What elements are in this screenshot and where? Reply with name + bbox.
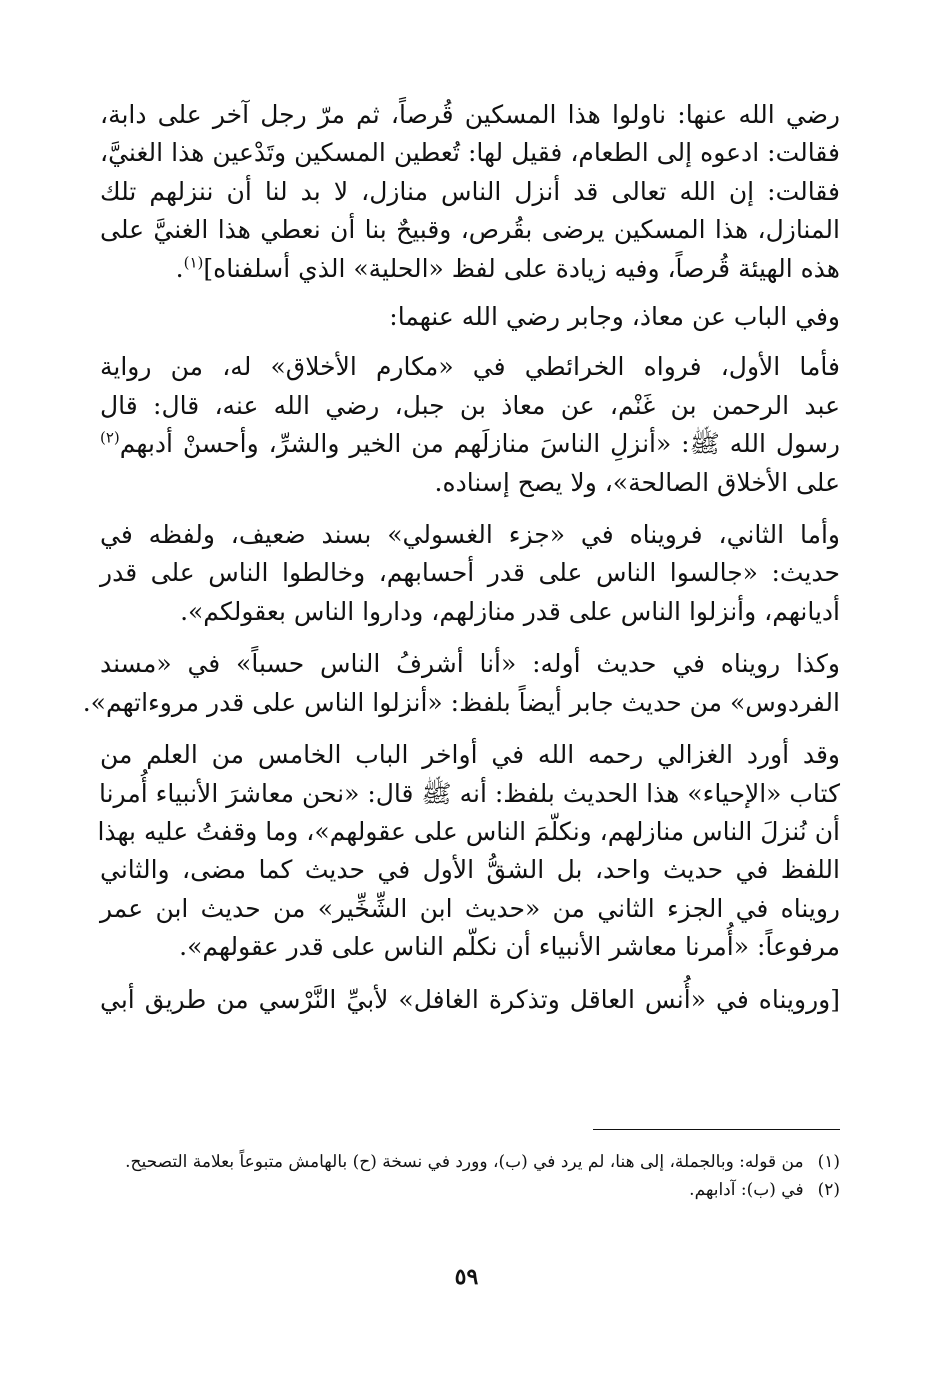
- footnote-divider: [593, 1129, 840, 1130]
- text-line: فقالت: ادعوه إلى الطعام، فقيل لها: تُعطين المسكين وتَدْعين هذا الغنيَّ،: [100, 138, 840, 168]
- paragraph-7: [100, 981, 840, 1019]
- page-number: ٥٩: [454, 1264, 479, 1290]
- text-line: اللفظ في حديث واحد، بل الشقُّ الأول في حديث كما مضى، والثاني: [100, 855, 841, 885]
- text-line: حديث: «جالسوا الناس على قدر أحسابهم، وخالطوا الناس على قدر: [100, 558, 840, 588]
- paragraph-1: [100, 96, 840, 288]
- text-line: [100, 250, 840, 288]
- text-line: وقد أورد الغزالي رحمه الله في أواخر الباب الخامس من العلم من: [100, 740, 840, 770]
- text-line: مرفوعاً: «أُمرنا معاشر الأنبياء أن نكلّم الناس على قدر عقولهم».: [179, 932, 840, 962]
- page-body: [82, 96, 841, 1033]
- paragraph-5: [82, 645, 840, 722]
- footnote-text: من قوله: وبالجملة، إلى هنا، لم يرد في (ب)، وورد في نسخة (ح) بالهامش متبوعاً بعلامة التصحيح.: [125, 1152, 804, 1172]
- footnote-reference-2: (٢): [100, 428, 120, 447]
- footnotes: [100, 1148, 840, 1204]
- paragraph-6: [97, 736, 841, 966]
- text-line: فأما الأول، فرواه الخرائطي في «مكارم الأخلاق» له، من رواية: [100, 352, 840, 382]
- text-segment: .: [175, 253, 184, 283]
- text-segment: هذه الهيئة قُرصاً، وفيه زيادة على لفظ «الحلية» الذي أسلفناه]: [203, 253, 840, 283]
- text-line: أديانهم، وأنزلوا الناس على قدر منازلهم، وداروا الناس بعقولكم».: [180, 596, 840, 626]
- footnote-2: [100, 1176, 840, 1204]
- text-line: فقالت: إن الله تعالى قد أنزل الناس منازل، لا بد لنا أن ننزلهم تلك: [100, 176, 840, 206]
- footnote-text: في (ب): آدابهم.: [689, 1180, 804, 1200]
- text-line: أن نُنزلَ الناس منازلهم، ونكلّمَ الناس على عقولهم»، وما وقفتُ عليه بهذا: [97, 816, 840, 846]
- text-line: كتاب «الإحياء» هذا الحديث بلفظ: أنه ﷺ قال: «نحن معاشرَ الأنبياء أُمرنا: [98, 778, 840, 808]
- footnote-reference-1: (١): [183, 253, 204, 272]
- footnote-number: (٢): [817, 1180, 840, 1200]
- text-line: عبد الرحمن بن غَنْم، عن معاذ بن جبل، رضي الله عنه، قال: قال: [100, 390, 840, 420]
- text-line: المنازل، هذا المسكين يرضى بقُرص، وقبيحٌ بنا أن نعطي هذا الغنيَّ على: [100, 215, 840, 245]
- paragraph-2: [100, 298, 840, 336]
- paragraph-3: [100, 348, 840, 502]
- text-line: [100, 425, 840, 463]
- footnote-1: [100, 1148, 840, 1176]
- text-line: وكذا رويناه في حديث أوله: «أنا أشرفُ الناس حسباً» في «مسند: [100, 649, 840, 679]
- text-line: وفي الباب عن معاذ، وجابر رضي الله عنهما:: [389, 302, 840, 332]
- text-line: رضي الله عنها: ناولوا هذا المسكين قُرصاً، ثم مرّ رجل آخر على دابة،: [100, 100, 840, 129]
- text-segment: رسول الله ﷺ: «أنزلِ الناسَ منازلَهم من الخير والشرِّ، وأحسنْ أدبهم: [119, 429, 840, 459]
- text-line: على الأخلاق الصالحة»، ولا يصح إسناده.: [434, 467, 840, 497]
- text-line: [ورويناه في «أُنس العاقل وتذكرة الغافل» لأبيِّ النَّرْسي من طريق أبي: [100, 984, 840, 1014]
- footnote-number: (١): [817, 1152, 840, 1172]
- text-line: رويناه في الجزء الثاني من «حديث ابن الشِّخِّير» من حديث ابن عمر: [100, 893, 840, 923]
- text-line: وأما الثاني، فرويناه في «جزء الغسولي» بسند ضعيف، ولفظه في: [100, 520, 840, 550]
- text-line: الفردوس» من حديث جابر أيضاً بلفظ: «أنزلوا الناس على قدر مروءاتهم».: [82, 687, 840, 717]
- paragraph-4: [100, 516, 840, 631]
